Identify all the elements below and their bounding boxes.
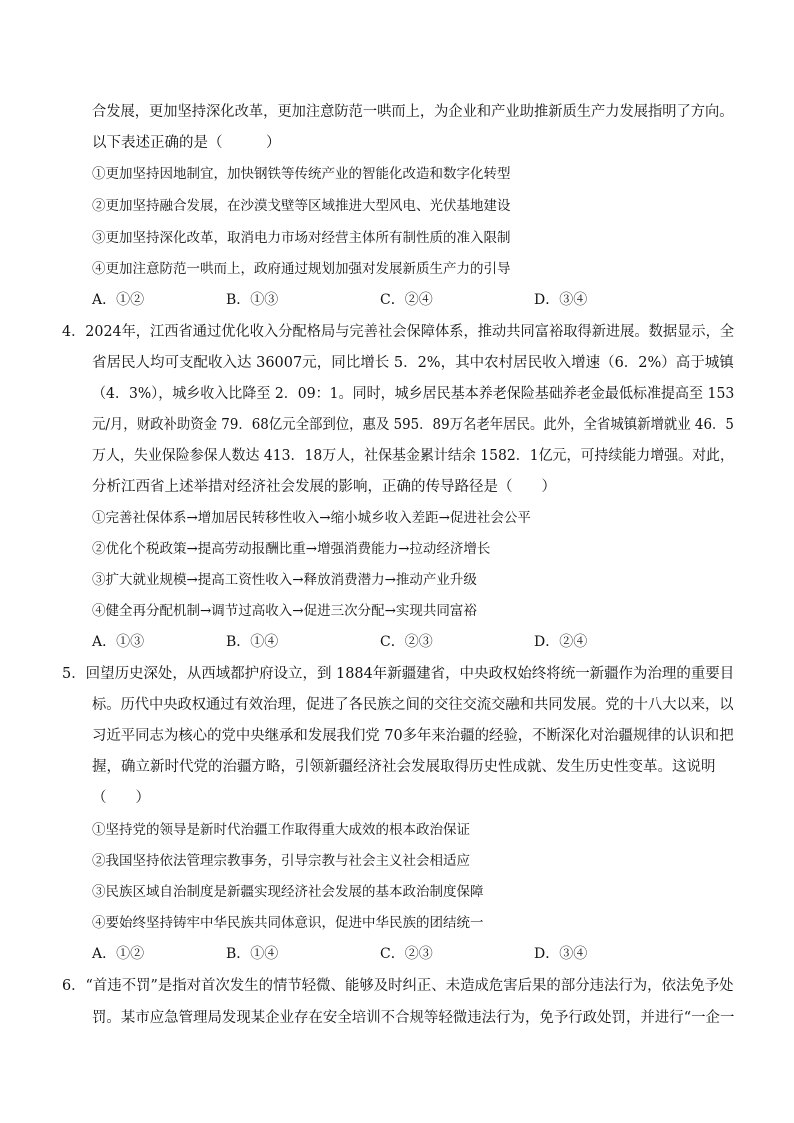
q5-text-line-4: 握，确立新时代党的治疆方略，引领新疆经济社会发展取得历史性成就、发生历史性变革。这说明 [92,759,716,775]
q5-choice-b[interactable]: B．①④ [226,946,279,962]
q5-text-line-2: 标。历代中央政权通过有效治理，促进了各民族之间的交往交流交融和共同发展。党的十八大以来，以 [92,697,734,713]
q4-choice-b[interactable]: B．①④ [226,634,279,650]
q3-text-line-2: 以下表述正确的是（ ） [92,135,281,151]
q4-text-line-5: 万人，失业保险参保人数达 413．18万人，社保基金累计结余 1582．1亿元，可持续能力增强。对此， [92,448,734,464]
q4-option-1: ①完善社保体系→增加居民转移性收入→缩小城乡收入差距→促进社会公平 [92,510,531,526]
q6-text-line-2: 罚。某市应急管理局发现某企业存在安全培训不合规等轻微违法行为，免予行政处罚，并进行“一企一 [92,1010,735,1026]
q3-option-2: ②更加坚持融合发展，在沙漠戈壁等区域推进大型风电、光伏基地建设 [92,198,511,214]
q3-choice-b[interactable]: B．①③ [226,292,279,308]
q3-option-4: ④更加注意防范一哄而上，政府通过规划加强对发展新质生产力的引导 [92,261,511,277]
q6-text-line-1: 6．“首违不罚”是指对首次发生的情节轻微、能够及时纠正、未造成危害后果的部分违法行为，依法免予处 [62,978,734,994]
q4-text-line-1: 4．2024年，江西省通过优化收入分配格局与完善社会保障体系，推动共同富裕取得新进展。数据显示，全 [62,324,735,340]
q4-text-line-2: 省居民人均可支配收入达 36007元，同比增长 5．2%，其中农村居民收入增速（6．2%）高于城镇 [92,355,734,371]
q4-option-4: ④健全再分配机制→调节过高收入→促进三次分配→实现共同富裕 [92,603,477,619]
q4-text-line-6: 分析江西省上述举措对经济社会发展的影响，正确的传导路径是（ ） [92,479,556,495]
q3-choice-d[interactable]: D．③④ [534,292,588,308]
q3-choice-c[interactable]: C．②④ [380,292,433,308]
q3-option-3: ③更加坚持深化改革，取消电力市场对经营主体所有制性质的准入限制 [92,230,511,246]
q5-choice-c[interactable]: C．②③ [380,946,433,962]
q5-choice-d[interactable]: D．③④ [534,946,588,962]
q4-text-line-3: （4．3%），城乡收入比降至 2．09：1。同时，城乡居民基本养老保险基础养老金最低标准提高至 153 [92,386,735,402]
q5-text-line-5: （ ） [92,790,150,806]
q3-choice-a[interactable]: A．①② [92,292,145,308]
q5-option-4: ④要始终坚持铸牢中华民族共同体意识，促进中华民族的团结统一 [92,915,484,931]
q4-option-2: ②优化个税政策→提高劳动报酬比重→增强消费能力→拉动经济增长 [92,541,491,557]
q5-text-line-3: 习近平同志为核心的党中央继承和发展我们党 70多年来治疆的经验，不断深化对治疆规律的认识和把 [92,728,734,744]
q5-text-line-1: 5．回望历史深处，从西域都护府设立，到 1884年新疆建省，中央政权始终将统一新疆作为治理的重要目 [62,666,735,682]
q3-option-1: ①更加坚持因地制宜，加快钢铁等传统产业的智能化改造和数字化转型 [92,166,511,182]
q5-choice-a[interactable]: A．①② [92,946,145,962]
q4-choice-a[interactable]: A．①③ [92,634,145,650]
q4-text-line-4: 元/月，财政补助资金 79．68亿元全部到位，惠及 595．89万名老年居民。此外，全省城镇新增就业 46．5 [92,417,734,433]
q5-option-3: ③民族区域自治制度是新疆实现经济社会发展的基本政治制度保障 [92,884,484,900]
q3-text-line-1: 合发展，更加坚持深化改革，更加注意防范一哄而上，为企业和产业助推新质生产力发展指明了方向。 [92,104,734,120]
q5-option-2: ②我国坚持依法管理宗教事务，引导宗教与社会主义社会相适应 [92,853,470,869]
q5-option-1: ①坚持党的领导是新时代治疆工作取得重大成效的根本政治保证 [92,822,470,838]
q4-choice-d[interactable]: D．②④ [534,634,588,650]
q4-option-3: ③扩大就业规模→提高工资性收入→释放消费潜力→推动产业升级 [92,572,477,588]
q4-choice-c[interactable]: C．②③ [380,634,433,650]
